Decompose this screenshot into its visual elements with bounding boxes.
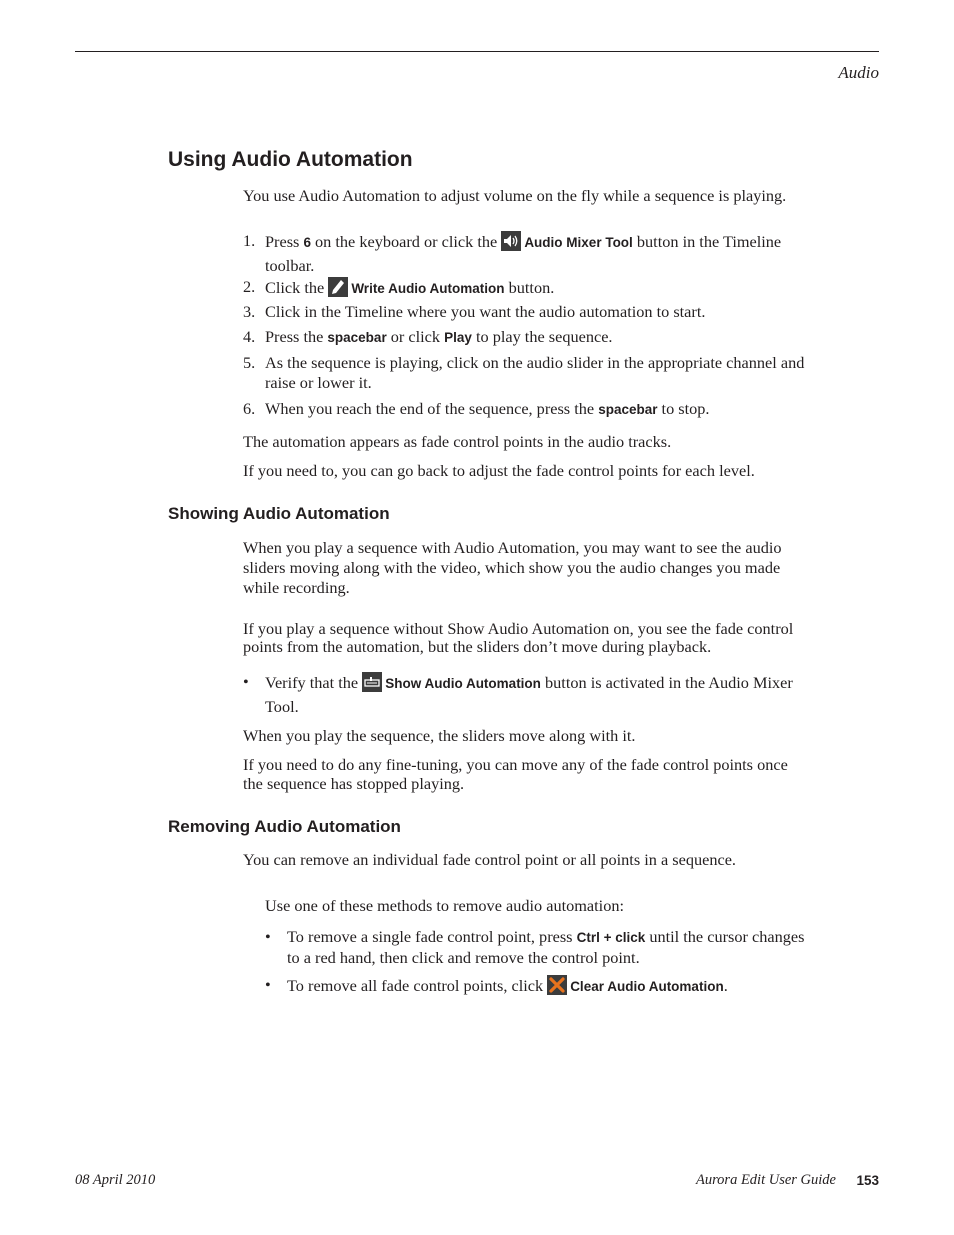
bullet-marker: • (265, 975, 271, 994)
show-audio-automation-label: Show Audio Automation (385, 676, 541, 691)
section-title-showing-audio-automation: Showing Audio Automation (168, 504, 390, 523)
bullet-item: To remove all fade control points, click Clear Audio Automation. (287, 975, 837, 1000)
key-ctrl-click: Ctrl + click (576, 930, 646, 945)
paragraph: Use one of these methods to remove audio automation: (265, 896, 625, 915)
paragraph: If you need to do any fine-tuning, you can move any of the fade control points once the sequence has stopped playing. (243, 755, 788, 793)
pencil-icon (328, 277, 348, 302)
step-number: 4. (243, 327, 256, 346)
paragraph: If you play a sequence without Show Audio Automation on, you see the fade control points from the automation, but the sliders don’t move during playback. (243, 619, 794, 656)
bullet-marker: • (265, 927, 271, 946)
key-spacebar: spacebar (327, 330, 387, 345)
audio-mixer-tool-label: Audio Mixer Tool (524, 235, 633, 250)
show-automation-icon (362, 672, 382, 697)
step-number: 2. (243, 277, 256, 296)
step-number: 3. (243, 302, 256, 321)
step-1: Press 6 on the keyboard or click the Audio Mixer Tool button in the Timeline toolbar. (265, 232, 782, 275)
paragraph: You can remove an individual fade control point or all points in a sequence. (243, 850, 736, 869)
section-title-using-audio-automation: Using Audio Automation (168, 148, 413, 171)
step-number: 6. (243, 399, 256, 418)
clear-x-icon (547, 975, 567, 1000)
paragraph: If you need to, you can go back to adjust the fade control points for each level. (243, 461, 755, 480)
paragraph: When you play a sequence with Audio Automation, you may want to see the audio sliders moving along with the video, which show you the audio changes you made while recording. (243, 538, 782, 597)
clear-audio-automation-label: Clear Audio Automation (570, 979, 724, 994)
step-6: When you reach the end of the sequence, press the spacebar to stop. (265, 399, 710, 418)
step-2: Click the Write Audio Automation button. (265, 277, 835, 302)
step-number: 1. (243, 231, 256, 250)
running-header: Audio (838, 63, 879, 82)
write-audio-automation-label: Write Audio Automation (351, 281, 505, 296)
header-rule (75, 51, 879, 52)
bullet-item: Verify that the Show Audio Automation button is activated in the Audio Mixer Tool. (265, 673, 793, 716)
bullet-marker: • (243, 672, 249, 691)
step-3: Click in the Timeline where you want the audio automation to start. (265, 302, 706, 321)
key-spacebar: spacebar (598, 402, 658, 417)
paragraph: The automation appears as fade control points in the audio tracks. (243, 432, 672, 451)
section-title-removing-audio-automation: Removing Audio Automation (168, 817, 401, 836)
footer-date: 08 April 2010 (75, 1172, 156, 1188)
step-4: Press the spacebar or click Play to play the sequence. (265, 327, 613, 346)
step-number: 5. (243, 353, 256, 372)
page-number: 153 (856, 1173, 879, 1188)
speaker-icon (501, 231, 521, 256)
paragraph: When you play the sequence, the sliders move along with it. (243, 726, 636, 745)
bullet-item: To remove a single fade control point, press Ctrl + click until the cursor changes to a red hand, then click and remove the control point. (287, 927, 805, 967)
play-label: Play (444, 330, 472, 345)
key-6: 6 (303, 235, 311, 250)
footer-guide-title: Aurora Edit User Guide (695, 1172, 836, 1188)
step-5: As the sequence is playing, click on the audio slider in the appropriate channel and raise or lower it. (265, 353, 805, 392)
intro-paragraph: You use Audio Automation to adjust volume on the fly while a sequence is playing. (243, 186, 787, 205)
